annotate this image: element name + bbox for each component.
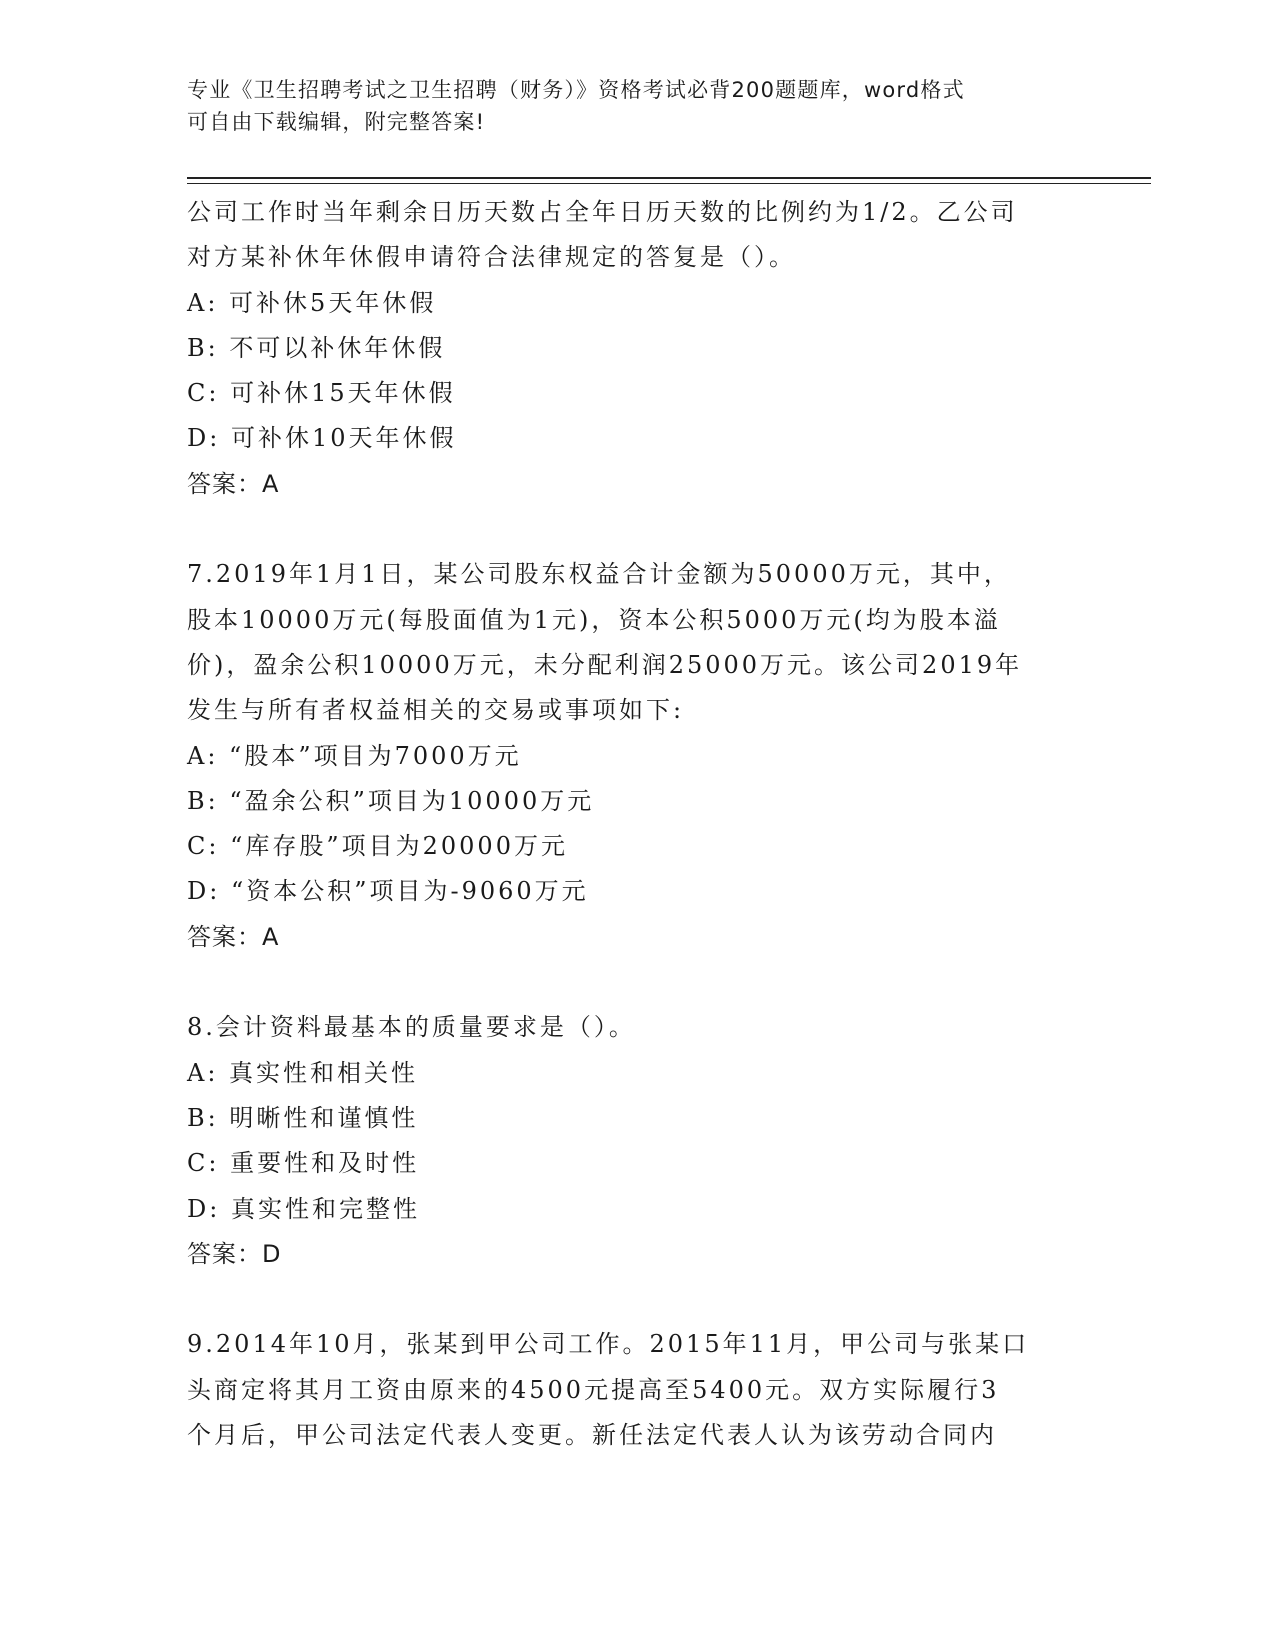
option-b: B: “盈余公积”项目为10000万元 — [187, 786, 595, 815]
question-text-line: 8.会计资料最基本的质量要求是（）。 — [187, 1013, 636, 1042]
option-d: D: 真实性和完整性 — [187, 1194, 420, 1223]
option-c: C: 可补休15天年休假 — [187, 379, 456, 408]
question-text-line: 发生与所有者权益相关的交易或事项如下: — [187, 696, 685, 725]
option-a: A: “股本”项目为7000万元 — [187, 741, 522, 770]
option-d: D: “资本公积”项目为-9060万元 — [187, 877, 589, 906]
document-body — [187, 190, 1087, 1458]
question-text-line: 个月后，甲公司法定代表人变更。新任法定代表人认为该劳动合同内 — [187, 1421, 997, 1450]
header-line-1: 专业《卫生招聘考试之卫生招聘（财务）》资格考试必背200题题库，word格式 — [187, 78, 965, 102]
option-b: B: 不可以补休年休假 — [187, 333, 446, 362]
document-header — [187, 74, 1087, 138]
question-text-line: 7.2019年1月1日，某公司股东权益合计金额为50000万元，其中， — [187, 560, 1011, 589]
answer-line: 答案：A — [187, 469, 280, 498]
header-line-2: 可自由下载编辑，附完整答案! — [187, 110, 486, 134]
question-text-line: 价)，盈余公积10000万元，未分配利润25000万元。该公司2019年 — [187, 650, 1023, 679]
answer-line: 答案：A — [187, 922, 280, 951]
question-text-line: 头商定将其月工资由原来的4500元提高至5400元。双方实际履行3 — [187, 1375, 1000, 1404]
spacer — [187, 507, 1087, 552]
question-text-line: 9.2014年10月，张某到甲公司工作。2015年11月，甲公司与张某口 — [187, 1330, 1030, 1359]
question-8 — [187, 1005, 1087, 1277]
option-b: B: 明晰性和谨慎性 — [187, 1103, 419, 1132]
option-a: A: 真实性和相关性 — [187, 1058, 419, 1087]
option-c: C: 重要性和及时性 — [187, 1149, 420, 1178]
header-divider-thick — [187, 177, 1151, 179]
option-d: D: 可补休10天年休假 — [187, 424, 457, 453]
spacer — [187, 1277, 1087, 1322]
question-text-line: 股本10000万元(每股面值为1元)，资本公积5000万元(均为股本溢 — [187, 605, 1001, 634]
question-7 — [187, 552, 1087, 960]
question-6 — [187, 190, 1087, 507]
question-9 — [187, 1322, 1087, 1458]
option-a: A: 可补休5天年休假 — [187, 288, 437, 317]
spacer — [187, 960, 1087, 1005]
question-text-line: 对方某补休年休假申请符合法律规定的答复是（）。 — [187, 243, 796, 272]
question-text-line: 公司工作时当年剩余日历天数占全年日历天数的比例约为1/2。乙公司 — [187, 198, 1018, 226]
answer-line: 答案：D — [187, 1239, 282, 1268]
header-divider-thin — [187, 183, 1151, 184]
option-c: C: “库存股”项目为20000万元 — [187, 832, 568, 861]
